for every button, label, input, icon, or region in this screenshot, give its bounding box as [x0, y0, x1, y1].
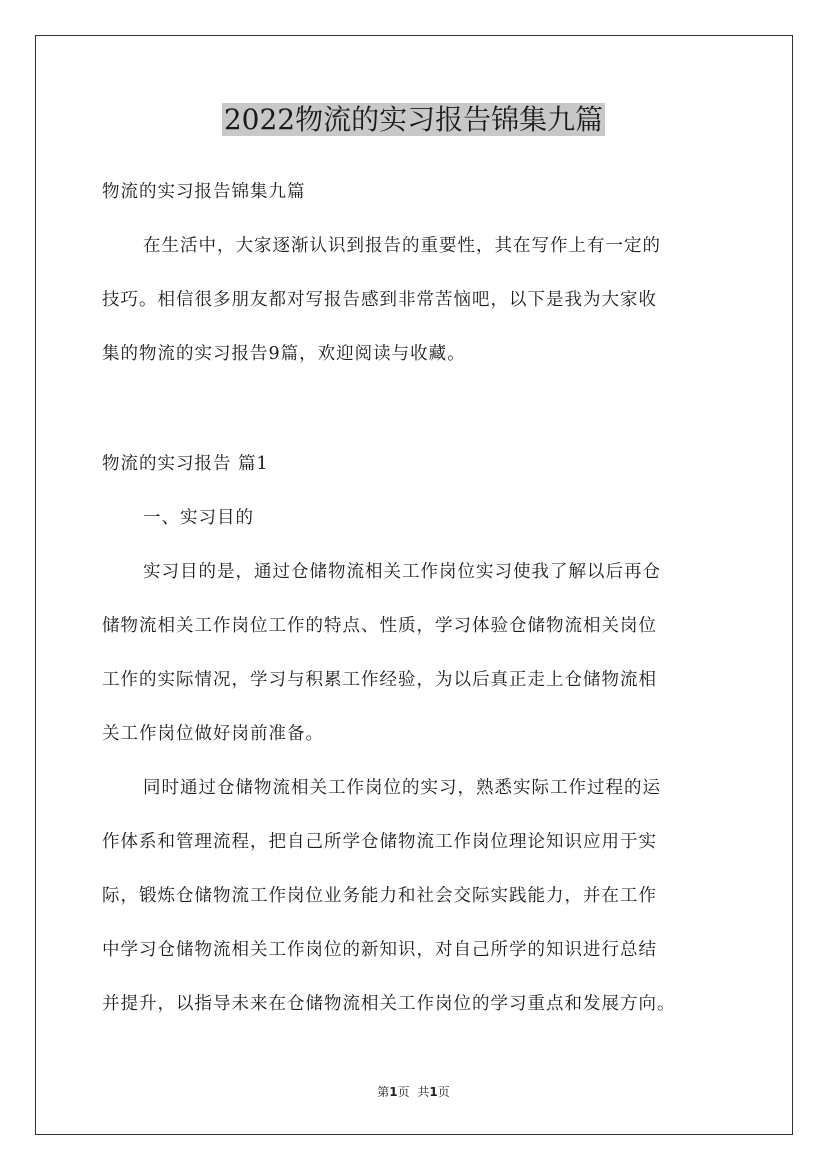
document-title-text: 2022物流的实习报告锦集九篇	[223, 103, 604, 136]
intro-paragraph	[102, 219, 732, 381]
body-paragraph-1	[102, 545, 732, 761]
page-suffix: 页	[397, 1085, 410, 1099]
paragraph1-line-1: 实习目的是，通过仓储物流相关工作岗位实习使我了解以后再仓	[143, 562, 661, 582]
paragraph2-line-2: 作体系和管理流程，把自己所学仓储物流工作岗位理论知识应用于实	[102, 832, 657, 852]
paragraph2-line-4: 中学习仓储物流相关工作岗位的新知识，对自己所学的知识进行总结	[102, 940, 657, 960]
document-title	[0, 100, 827, 140]
paragraph1-line-3: 工作的实际情况，学习与积累工作经验，为以后真正走上仓储物流相	[102, 670, 657, 690]
section-heading	[102, 437, 732, 491]
paragraph1-line-4: 关工作岗位做好岗前准备。	[102, 724, 324, 744]
subsection-heading-text: 一、实习目的	[143, 508, 254, 528]
paragraph2-line-3: 际，锻炼仓储物流工作岗位业务能力和社会交际实践能力，并在工作	[102, 886, 657, 906]
subtitle-paragraph	[102, 165, 732, 219]
paragraph2-line-5: 并提升，以指导未来在仓储物流相关工作岗位的学习重点和发展方向。	[102, 994, 676, 1014]
page-number: 1	[389, 1085, 398, 1099]
subtitle-line: 物流的实习报告锦集九篇	[102, 182, 306, 202]
total-suffix: 页	[437, 1085, 450, 1099]
section-heading-text: 物流的实习报告 篇1	[102, 454, 269, 474]
subsection-heading	[102, 491, 732, 545]
intro-line-2: 技巧。相信很多朋友都对写报告感到非常苦恼吧，以下是我为大家收	[102, 290, 657, 310]
body-paragraph-2	[102, 761, 732, 1031]
page-footer	[0, 1083, 827, 1100]
total-number: 1	[429, 1085, 438, 1099]
page-prefix: 第	[377, 1085, 390, 1099]
paragraph1-line-2: 储物流相关工作岗位工作的特点、性质，学习体验仓储物流相关岗位	[102, 616, 657, 636]
intro-line-3: 集的物流的实习报告9篇，欢迎阅读与收藏。	[102, 344, 466, 364]
paragraph2-line-1: 同时通过仓储物流相关工作岗位的实习，熟悉实际工作过程的运	[143, 778, 661, 798]
total-prefix: 共	[417, 1085, 430, 1099]
intro-line-1: 在生活中，大家逐渐认识到报告的重要性，其在写作上有一定的	[143, 236, 661, 256]
